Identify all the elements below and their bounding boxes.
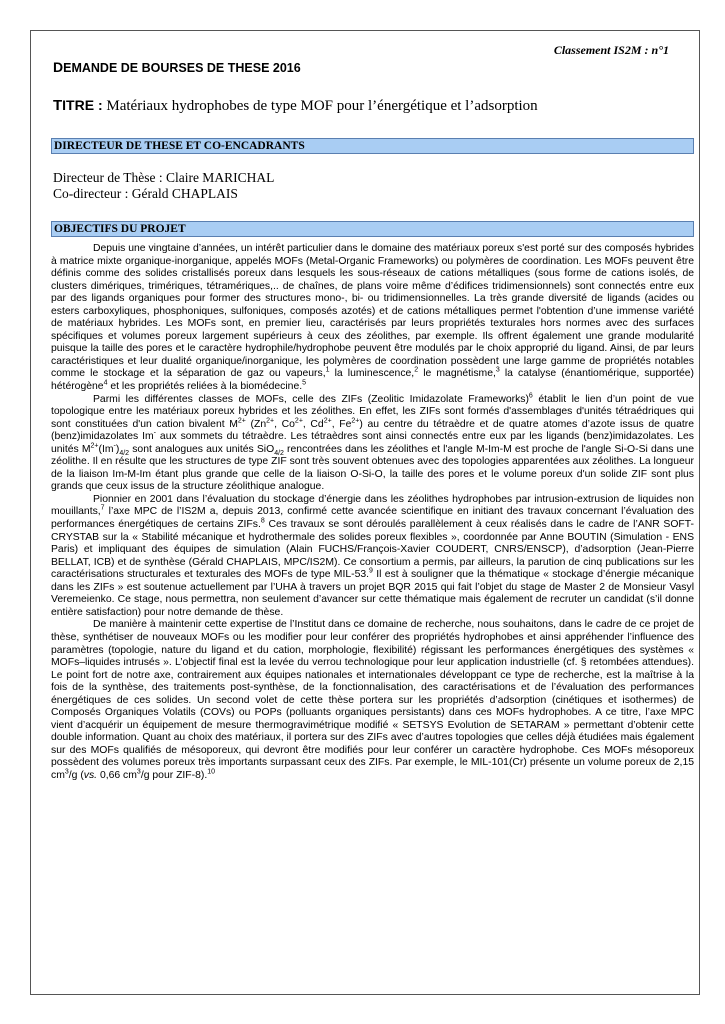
p3-text: Il est à souligner que la thématique « stockage d’énergie mécanique dans les ZIFs » est soutenue actuellement par l’UHA à travers un projet BQR 2015 qui fait l’objet du stage de Master 2 de Monsieur Vasyl Veremeienko. Ce stage, nous permettra, non seulement d’avancer sur cette thématique mais également de recruter un candidat (s’il donne entière satisfaction) pour notre demande de thèse. [51,569,694,618]
codirecteur-line: Co-directeur : Gérald CHAPLAIS [53,186,238,201]
unit-sup: 3 [136,768,141,776]
directors-block [53,170,274,202]
p4-text: /g ( [68,769,84,781]
p3-text: Pionnier en 2001 dans l’évaluation du stockage d’énergie dans les zéolithes hydrophobes par intrusion-extrusion de liquides non mouillants, [51,493,694,518]
titre-label-rest: ITRE : [62,97,103,113]
charge-sup: 2+ [237,417,246,425]
charge-sup: 2+ [323,417,332,425]
ref-6: 6 [528,392,533,400]
unit-sup: 3 [64,768,69,776]
charge-sup: - [153,429,157,437]
ref-5: 5 [302,379,307,387]
index-sub: 4/2 [274,449,284,457]
p1-text: le magnétisme, [418,368,496,380]
p3-text: Ces travaux se sont déroulés parallèlement à ceux réalisés dans le cadre de l’ANR SOFT-CRYSTAB sur la « Stabilité mécanique et hydrothermale des solides poreux flexibles », coordonnée par Anne BOUTIN (Simulation - ENS Paris) et impliquant des équipes de simulation (Alain FUCHS/François-Xavier COUDERT, CNRS/ENSCP), d’adsorption (Jean-Pierre BELLAT, ICB) et de synthèse (Gérald CHAPLAIS, MPC/IS2M). Ce consortium a permis, par ailleurs, la parution de cinq publications sur les caractérisations structurales et texturales des MOFs de type MIL-53. [51,519,694,581]
p1-text: et les propriétés reliées à la biomédecine. [107,381,303,393]
p2-text: (Zn [245,418,267,430]
ref-2: 2 [414,367,419,374]
paragraph-3 [51,494,694,619]
p1-text: Depuis une vingtaine d’années, un intérêt particulier dans le domaine des matériaux poreux s'est porté sur des composés hybrides à matrice mixte organique-inorganique, appelés MOFs (Metal-Organic Frameworks) ou polymères de coordination. Les MOFs peuvent être définis comme des solides cristallisés poreux dans lesquels les sous-réseaux de cations métalliques (sous forme de cations isolés, de clusters dimériques, trimériques, tétramériques,.. de chaînes, de plans voire même d’édifices tridimensionnels) sont connectés entre eux par des ligands organiques pour former des structures mono-, bi- ou tridimensionnelles. La très grande diversité de ligands (acides ou esters carboxyliques, phosphoniques, sulfoniques, composés azotés) et de cations métalliques permet l'obtention d’une immense variété de matériaux hybrides. Les MOFs sont, en premier lieu, caractérisés par leurs propriétés texturales hors normes avec des surfaces spécifiques et volumes poreux largement supérieurs à ceux des zéolithes, par exemple. Ils offrent également une grande modularité puisque la taille des pores et le caractère hydrophile/hydrophobe peuvent être modulés par le choix approprié du ligand. Ainsi, de par leurs caractéristiques et leur dualité organique/inorganique, les polymères de coordination possèdent une large gamme de propriétés notables comme le stockage et la séparation de gaz ou vapeurs, [51,243,694,380]
section-directeur: DIRECTEUR DE THESE ET CO-ENCADRANTS [51,138,694,154]
p2-text: (Im [98,443,114,455]
charge-sup: - [113,442,116,450]
paragraph-1 [51,243,694,394]
demande-initial: D [53,59,64,75]
ref-1: 1 [325,367,330,374]
ref-9: 9 [369,567,373,575]
p2-text: sont analogues aux unités SiO [129,443,275,455]
section-objectifs: OBJECTIFS DU PROJET [51,221,694,237]
p2-text: , Co [274,418,295,430]
p2-text: , Cd [302,418,324,430]
classement-label: Classement IS2M : n°1 [553,43,669,57]
ref-8: 8 [260,517,265,525]
demande-heading [53,59,301,75]
paragraph-4 [51,619,694,782]
charge-sup: 2+ [351,417,360,425]
p2-text: , Fe [331,418,352,430]
ref-3: 3 [495,367,500,374]
demande-rest: EMANDE DE BOURSES DE THESE 2016 [63,61,301,75]
charge-sup: 2+ [294,417,303,425]
titre-text: Matériaux hydrophobes de type MOF pour l’énergétique et l’adsorption [106,98,538,114]
p2-text: rencontrées dans les zéolithes et l'angle M-Im-M est proche de l'angle Si-O-Si dans une zéolithe. Il en résulte que les structures de type ZIF sont très souvent obtenues avec des topologies apparentées aux zéolithes. La longueur de la liaison Im-M-Im étant plus grande que celle de la liaison O-Si-O, la taille des pores et le volume poreux d'un solide ZIF sont plus grands que ceux issus de la structure zéolithique analogue. [51,443,694,493]
titre-label [53,97,103,113]
directeur-line: Directeur de Thèse : Claire MARICHAL [53,170,275,185]
p2-text: Parmi les différentes classes de MOFs, celle des ZIFs (Zeolitic Imidazolate Frameworks) [93,393,529,405]
p2-text: aux sommets du tétraèdre. Les tétraèdres sont ainsi connectés entre eux par les ligands (benz)imidazolates. Les unités M [51,431,694,455]
p2-text: ) [115,443,120,455]
p4-text: De manière à maintenir cette expertise de l’Institut dans ce domaine de recherche, nous souhaitons, dans le cadre de ce projet de thèse, synthétiser de nouveaux MOFs ou les modifier pour leur conférer des propriétés hydrophobes et ainsi appréhender l’influence des paramètres (topologie, nature du ligand et du cation, morphologie, flexibilité) régissant les performances énergétiques des systèmes « MOFs–liquides intrusés ». L’objectif final est la levée du verrou technologique pour leur application industrielle (cf. § retombées attendues). Le point fort de notre axe, contrairement aux équipes nationales et internationales développant ce type de recherche, est la maîtrise à la fois de la synthèse, des traitements post-synthèse, de la fonctionnalisation, des caractérisations et de l’évaluation des performances énergétiques de ces solides. Un second volet de cette thèse portera sur les propriétés d’adsorption (cinétiques et isothermes) de Composés Organiques Volatils (COVs) ou POPs (polluants organiques persistants) dans ces MOFs hydrophobes. A ce titre, l’axe MPC vient d’acquérir un équipement de mesure thermogravimétrique modifié « SETSYS Evolution de SETARAM » permettant d’obtenir cette double information. Quant au choix des matériaux, il portera sur des ZIFs avec d’autres topologies que celles déjà étudiées mais également sur des MOFs qualifiés de mésoporeux, qui devront être modifiés pour leur conférer un caractère hydrophobe. Ces MOFs mésoporeux possèdent des volumes poreux très importants surpassant ceux des ZIFs. Par exemple, le MIL-101(Cr) présente un volume poreux de 2,15 cm [51,619,694,781]
objectifs-body [51,243,694,783]
p2-text: établit le lien d’un point de vue topologique entre les matériaux poreux hybrides et les zéolithes. En effet, les ZIFs sont formés d'assemblages d'unités tétraédriques qui sont constituées d'un cation bivalent M [51,393,694,430]
titre-initial: T [53,97,63,114]
charge-sup: 2+ [90,442,99,450]
p4-versus: vs. [83,769,98,781]
index-sub: 4/2 [119,449,130,457]
p4-text: /g pour ZIF-8). [140,769,208,781]
ref-4: 4 [103,379,108,387]
ref-7: 7 [100,505,105,513]
p1-text: la catalyse (énantiomérique, supportée) hétérogène [51,368,695,393]
p3-text: l’axe MPC de l’IS2M a, depuis 2013, confirmé cette avancée scientifique en initiant des travaux concernant l’évaluation des performances énergétiques de certains ZIFs. [51,506,694,531]
p1-text: la luminescence, [329,368,415,380]
p4-text: 0,66 cm [97,769,137,781]
ref-10: 10 [207,768,216,776]
document-title [53,97,538,115]
page-frame [30,30,700,995]
paragraph-2 [51,394,694,494]
charge-sup: 2+ [266,417,275,425]
p2-text: ) au centre du tétraèdre et de quatre atomes d’azote issus de quatre (benz)imidazolates Im [51,418,694,443]
